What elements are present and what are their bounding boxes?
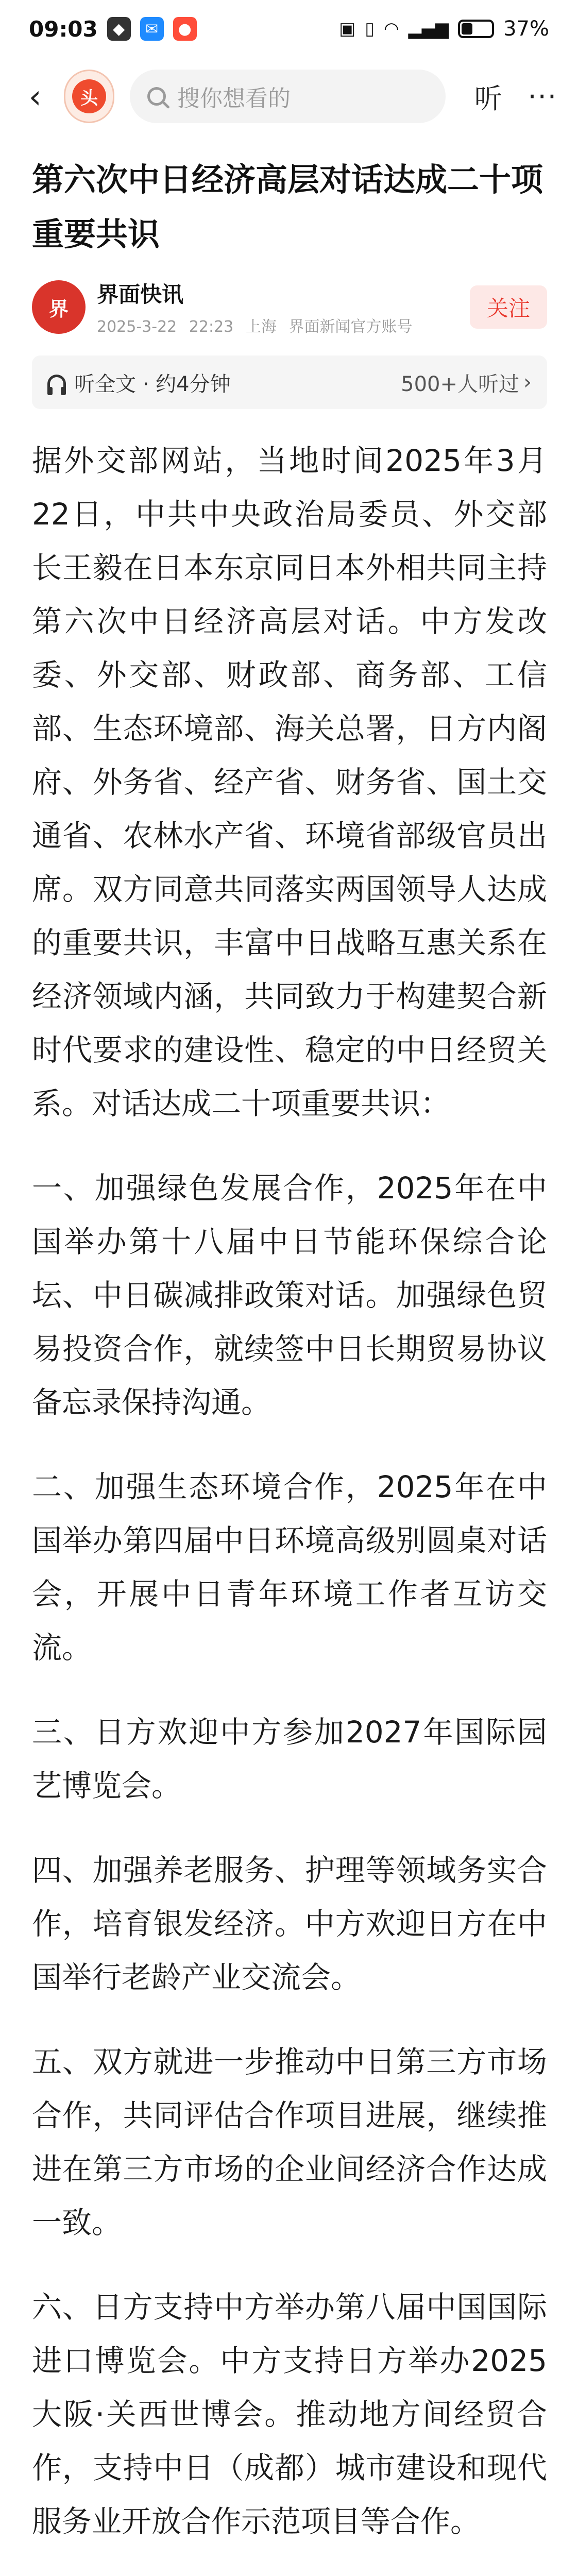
search-icon bbox=[147, 87, 166, 106]
paragraph-2: 二、加强生态环境合作，2025年在中国举办第四届中日环境高级别圆桌对话会，开展中日青年环境工作者互访交流。 bbox=[32, 1469, 547, 1665]
publish-location: 上海 bbox=[245, 318, 277, 336]
listen-full-article[interactable] bbox=[32, 355, 547, 409]
publish-date: 2025-3-22 bbox=[97, 318, 177, 336]
listen-count: 500+人听过 bbox=[401, 372, 519, 396]
author-info bbox=[97, 278, 470, 336]
author-row bbox=[32, 276, 547, 338]
status-right bbox=[339, 17, 549, 41]
listen-label: 听全文 · 约4分钟 bbox=[74, 372, 231, 396]
paragraph-6: 六、日方支持中方举办第八届中国国际进口博览会。中方支持日方举办2025大阪·关西世博会。推动地方间经贸合作，支持中日（成都）城市建设和现代服务业开放合作示范项目等合作。 bbox=[32, 2290, 547, 2539]
back-button[interactable] bbox=[21, 77, 49, 115]
author-name[interactable]: 界面快讯 bbox=[97, 282, 184, 307]
listen-left bbox=[47, 368, 231, 397]
author-avatar[interactable] bbox=[32, 280, 86, 334]
status-time: 09:03 bbox=[29, 16, 98, 42]
listen-right bbox=[401, 368, 532, 397]
paragraph-1: 一、加强绿色发展合作，2025年在中国举办第十八届中日节能环保综合论坛、中日碳减排政策对话。加强绿色贸易投资合作，就续签中日长期贸易协议备忘录保持沟通。 bbox=[32, 1171, 547, 1420]
status-left bbox=[29, 16, 197, 42]
battery-fill bbox=[462, 23, 472, 35]
battery-icon bbox=[458, 20, 494, 38]
publish-time: 22:23 bbox=[189, 318, 234, 336]
article-body bbox=[32, 434, 547, 2576]
more-button[interactable]: ··· bbox=[528, 80, 557, 113]
signal-icon: ▂▄▆ bbox=[408, 19, 449, 39]
headphone-icon bbox=[47, 375, 66, 390]
battery-percent: 37% bbox=[503, 17, 549, 41]
wifi-icon: ◠ bbox=[383, 19, 399, 39]
chevron-right-icon: › bbox=[523, 370, 532, 394]
paragraph-3: 三、日方欢迎中方参加2027年国际园艺博览会。 bbox=[32, 1715, 547, 1803]
author-logo-icon: 界 bbox=[48, 297, 69, 320]
vibrate-icon: ▯ bbox=[365, 19, 375, 39]
qq-icon: ◆ bbox=[107, 17, 131, 41]
app-notification-icon: ● bbox=[173, 17, 197, 41]
paragraph-4: 四、加强养老服务、护理等领域务实合作，培育银发经济。中方欢迎日方在中国举行老龄产业交流会。 bbox=[32, 1853, 547, 1995]
author-meta bbox=[97, 314, 470, 336]
nav-bar bbox=[0, 58, 578, 135]
article-title: 第六次中日经济高层对话达成二十项重要共识 bbox=[32, 161, 543, 253]
chevron-left-icon: ‹ bbox=[28, 77, 42, 115]
listen-button[interactable]: 听 bbox=[474, 82, 502, 115]
paragraph-5: 五、双方就进一步推动中日第三方市场合作，共同评估合作项目进展，继续推进在第三方市场的企业间经济合作达成一致。 bbox=[32, 2044, 547, 2240]
paragraph-intro: 据外交部网站，当地时间2025年3月22日，中共中央政治局委员、外交部长王毅在日本东京同日本外相共同主持第六次中日经济高层对话。中方发改委、外交部、财政部、商务部、工信部、生态环境部、海关总署，日方内阁府、外务省、经产省、财务省、国土交通省、农林水产省、环境省部级官员出席。双方同意共同落实两国领导人达成的重要共识，丰富中日战略互惠关系在经济领域内涵，共同致力于构建契合新时代要求的建设性、稳定的中日经贸关系。对话达成二十项重要共识： bbox=[32, 443, 547, 1121]
app-logo[interactable] bbox=[64, 70, 114, 123]
status-bar bbox=[0, 0, 578, 58]
message-icon: ✉ bbox=[140, 17, 164, 41]
app-logo-icon: 头 bbox=[72, 79, 106, 113]
follow-button[interactable]: 关注 bbox=[470, 285, 547, 329]
account-type: 界面新闻官方账号 bbox=[288, 318, 413, 336]
search-input[interactable] bbox=[130, 70, 446, 123]
search-placeholder: 搜你想看的 bbox=[177, 86, 291, 112]
nfc-icon: ▣ bbox=[339, 19, 356, 39]
